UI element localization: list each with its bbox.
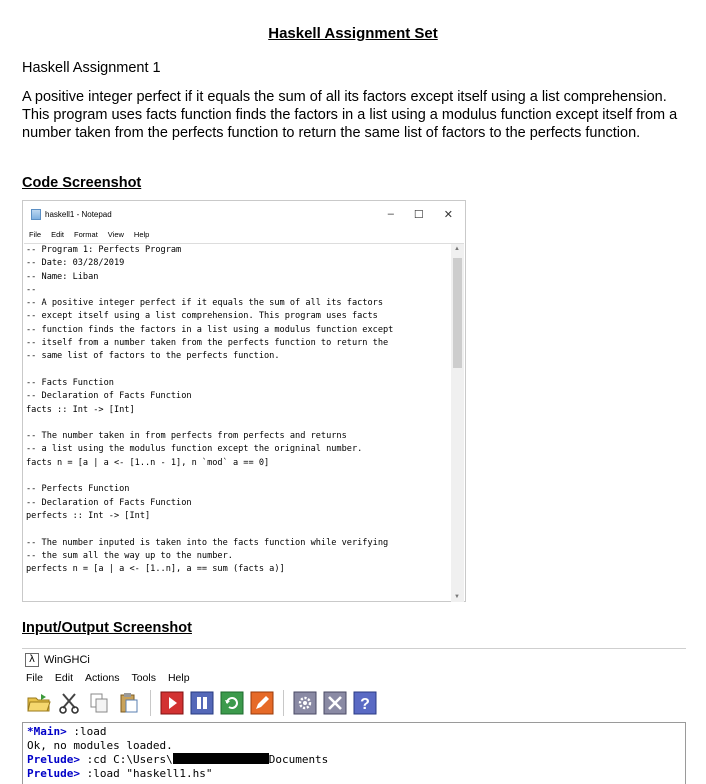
code-line: -- except itself using a list comprehension. This program uses facts xyxy=(26,311,378,322)
edit-icon[interactable] xyxy=(249,690,275,716)
cut-icon[interactable] xyxy=(56,690,82,716)
code-line: -- a list using the modulus function except the origninal number. xyxy=(26,444,363,455)
lambda-icon: λ xyxy=(25,653,39,667)
code-screenshot-heading: Code Screenshot xyxy=(22,175,142,191)
svg-text:?: ? xyxy=(360,696,370,713)
code-line: -- Perfects Function xyxy=(26,484,130,495)
code-line: perfects n = [a | a <- [1..n], a == sum (facts a)] xyxy=(26,564,285,575)
code-text[interactable] xyxy=(26,244,450,602)
code-line: -- A positive integer perfect if it equals the sum of all its factors xyxy=(26,298,383,309)
code-line: -- Program 1: Perfects Program xyxy=(26,245,182,255)
code-line: -- the sum all the way up to the number. xyxy=(26,550,233,561)
open-folder-icon[interactable] xyxy=(26,690,52,716)
code-line: -- The number taken in from perfects from perfects and returns xyxy=(26,431,347,442)
stop-icon[interactable] xyxy=(322,690,348,716)
code-line: -- itself from a number taken from the perfects function to return the xyxy=(26,338,389,349)
code-line: -- same list of factors to the perfects function. xyxy=(26,351,280,362)
code-line: -- Name: Liban xyxy=(26,271,99,282)
code-line: facts n = [a | a <- [1..n - 1], n `mod` a == 0] xyxy=(26,457,270,468)
code-line xyxy=(26,364,450,377)
assignment-description: A positive integer perfect if it equals the sum of all its factors except itself using a list comprehension. This program uses facts function finds the factors in a list using a modulus function except itself from a number taken from the perfects function to return the same list of factors to the perfects function. xyxy=(22,89,678,141)
code-line xyxy=(26,470,450,483)
maximize-button[interactable]: ☐ xyxy=(413,208,424,221)
toolbar-divider xyxy=(150,690,151,716)
close-button[interactable]: ✕ xyxy=(443,208,453,221)
ghci-menu-actions[interactable]: Actions xyxy=(85,672,120,684)
code-line: -- Date: 03/28/2019 xyxy=(26,258,125,269)
reload-icon[interactable] xyxy=(219,690,245,716)
winghci-window xyxy=(22,648,686,784)
console-line: Prelude> :cd C:\Users\ Documents xyxy=(27,753,329,766)
document-title: Haskell Assignment Set xyxy=(268,25,438,42)
console-line: Ok, no modules loaded. xyxy=(27,739,173,752)
scroll-down-icon[interactable]: ▼ xyxy=(454,594,460,600)
code-line xyxy=(26,523,450,536)
menu-format[interactable]: Format xyxy=(74,229,98,239)
winghci-toolbar xyxy=(22,686,686,720)
copy-icon[interactable] xyxy=(86,690,112,716)
winghci-menubar xyxy=(22,670,686,686)
assignment-subtitle: Haskell Assignment 1 xyxy=(22,60,161,76)
code-line: -- The number inputed is taken into the facts function while verifying xyxy=(26,537,389,548)
console-line: Prelude> :load "haskell1.hs" xyxy=(27,767,213,780)
help-icon[interactable] xyxy=(352,690,378,716)
code-line: -- Declaration of Facts Function xyxy=(26,391,192,402)
menu-help[interactable]: Help xyxy=(133,229,150,239)
notepad-title: haskell1 - Notepad xyxy=(45,209,112,219)
notepad-file-icon xyxy=(31,209,41,220)
run-icon[interactable] xyxy=(159,690,185,716)
menu-edit[interactable]: Edit xyxy=(51,229,65,239)
code-line: perfects :: Int -> [Int] xyxy=(26,510,151,521)
winghci-title: WinGHCi xyxy=(44,653,90,666)
notepad-window xyxy=(22,200,466,602)
settings-icon[interactable] xyxy=(292,690,318,716)
toolbar-divider-2 xyxy=(283,690,284,716)
io-screenshot-heading: Input/Output Screenshot xyxy=(22,620,192,636)
vertical-scrollbar[interactable] xyxy=(451,244,464,602)
scrollbar-thumb[interactable] xyxy=(453,258,462,368)
ghci-menu-help[interactable]: Help xyxy=(167,672,190,684)
ghci-menu-edit[interactable]: Edit xyxy=(54,672,74,684)
ghci-console[interactable] xyxy=(22,722,686,784)
paste-icon[interactable] xyxy=(116,690,142,716)
code-line: -- function finds the factors in a list using a modulus function except xyxy=(26,324,394,335)
code-line: -- Declaration of Facts Function xyxy=(26,497,192,508)
menu-file[interactable]: File xyxy=(29,229,42,239)
notepad-titlebar xyxy=(23,201,465,227)
ghci-menu-file[interactable]: File xyxy=(26,672,43,684)
code-line: -- Facts Function xyxy=(26,377,114,388)
code-line: facts :: Int -> [Int] xyxy=(26,404,135,415)
code-line xyxy=(26,417,450,430)
winghci-titlebar xyxy=(22,648,686,670)
ghci-menu-tools[interactable]: Tools xyxy=(131,672,156,684)
redaction-bar xyxy=(173,753,269,764)
notepad-editor[interactable] xyxy=(24,243,464,600)
scroll-up-icon[interactable]: ▲ xyxy=(454,246,460,252)
code-line: -- xyxy=(26,284,37,295)
notepad-menubar xyxy=(23,227,465,241)
pause-icon[interactable] xyxy=(189,690,215,716)
minimize-button[interactable]: – xyxy=(387,208,394,220)
console-line: *Main> :load xyxy=(27,725,107,738)
menu-view[interactable]: View xyxy=(107,229,124,239)
